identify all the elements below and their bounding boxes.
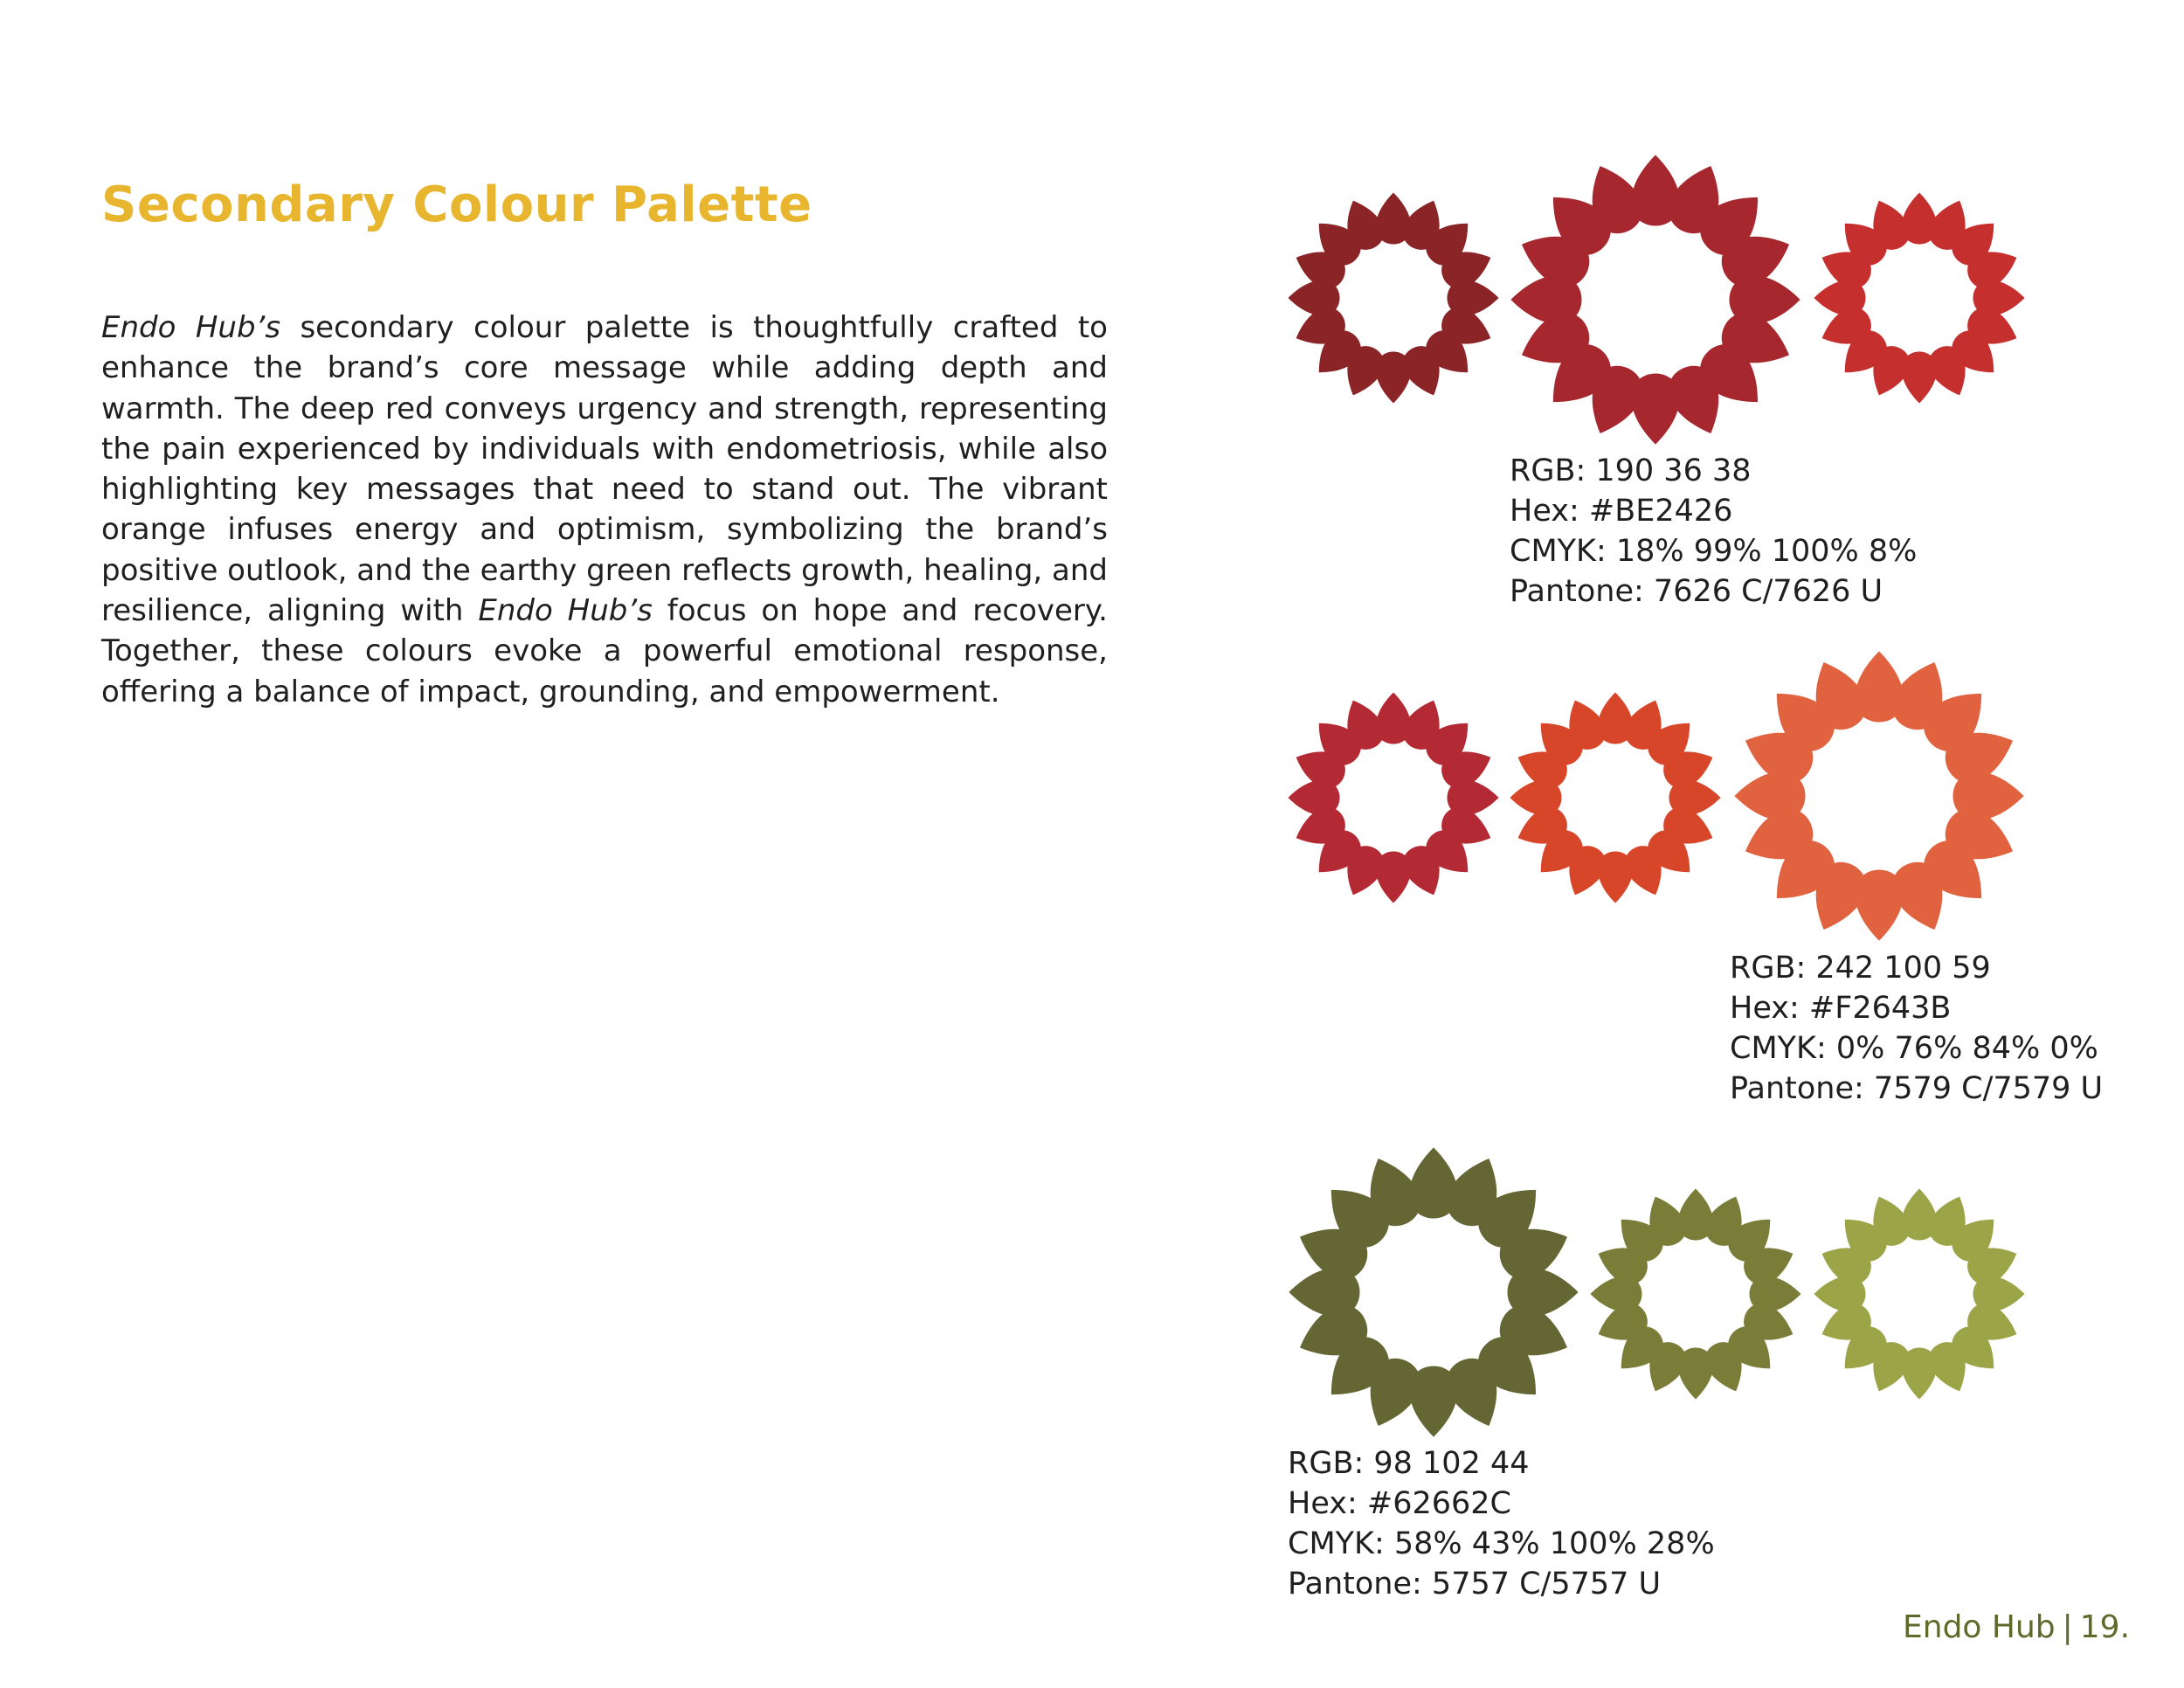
swatch-info-red — [1510, 451, 1917, 612]
cmyk-value: CMYK: 18% 99% 100% 8% — [1510, 534, 1918, 569]
page-footer — [1903, 1609, 2130, 1645]
rgb-value: RGB: 98 102 44 — [1288, 1446, 1530, 1481]
flower-icon — [1731, 648, 2027, 944]
pantone-value: Pantone: 7579 C/7579 U — [1730, 1071, 2104, 1106]
hex-value: Hex: #BE2426 — [1510, 494, 1733, 529]
flower-icon — [1508, 152, 1803, 447]
flower-icon — [1508, 690, 1723, 905]
flower-icon — [1812, 1186, 2027, 1401]
pantone-value: Pantone: 5757 C/5757 U — [1288, 1567, 1662, 1602]
flower-icon — [1286, 1145, 1581, 1440]
flower-icon — [1286, 190, 1501, 405]
swatch-info-orange — [1730, 948, 2103, 1109]
flower-icon — [1286, 690, 1501, 905]
rgb-value: RGB: 190 36 38 — [1510, 453, 1752, 488]
footer-brand: Endo Hub — [1903, 1609, 2056, 1645]
body-paragraph — [101, 308, 1108, 712]
brand-name-italic: Endo Hub’s — [478, 593, 653, 629]
hex-value: Hex: #62662C — [1288, 1486, 1511, 1521]
swatch-info-green — [1288, 1443, 1715, 1604]
page-number: 19. — [2079, 1609, 2131, 1645]
flower-icon — [1588, 1186, 1803, 1401]
rgb-value: RGB: 242 100 59 — [1730, 951, 1991, 986]
flower-icon — [1812, 190, 2027, 405]
pantone-value: Pantone: 7626 C/7626 U — [1510, 574, 1883, 609]
page-title: Secondary Colour Palette — [101, 176, 812, 233]
cmyk-value: CMYK: 58% 43% 100% 28% — [1288, 1526, 1715, 1561]
hex-value: Hex: #F2643B — [1730, 991, 1952, 1026]
body-text-part2: focus on hope and recovery. Together, these colours evoke a powerful emotional response, offering a balance of impact, grounding, and empowerment. — [101, 593, 1108, 709]
body-text-part1: secondary colour palette is thoughtfully crafted to enhance the brand’s core message while adding depth and warmth. The deep red conveys urgency and strength, representing the pain experienced by individuals with endometriosis, while also highlighting key messages that need to stand out. The vibrant orange infuses energy and optimism, symbolizing the brand’s positive outlook, and the earthy green reflects growth, healing, and resilience, aligning with — [101, 310, 1108, 629]
brand-name-italic: Endo Hub’s — [101, 310, 281, 345]
footer-separator: | — [2062, 1609, 2073, 1645]
cmyk-value: CMYK: 0% 76% 84% 0% — [1730, 1031, 2098, 1066]
